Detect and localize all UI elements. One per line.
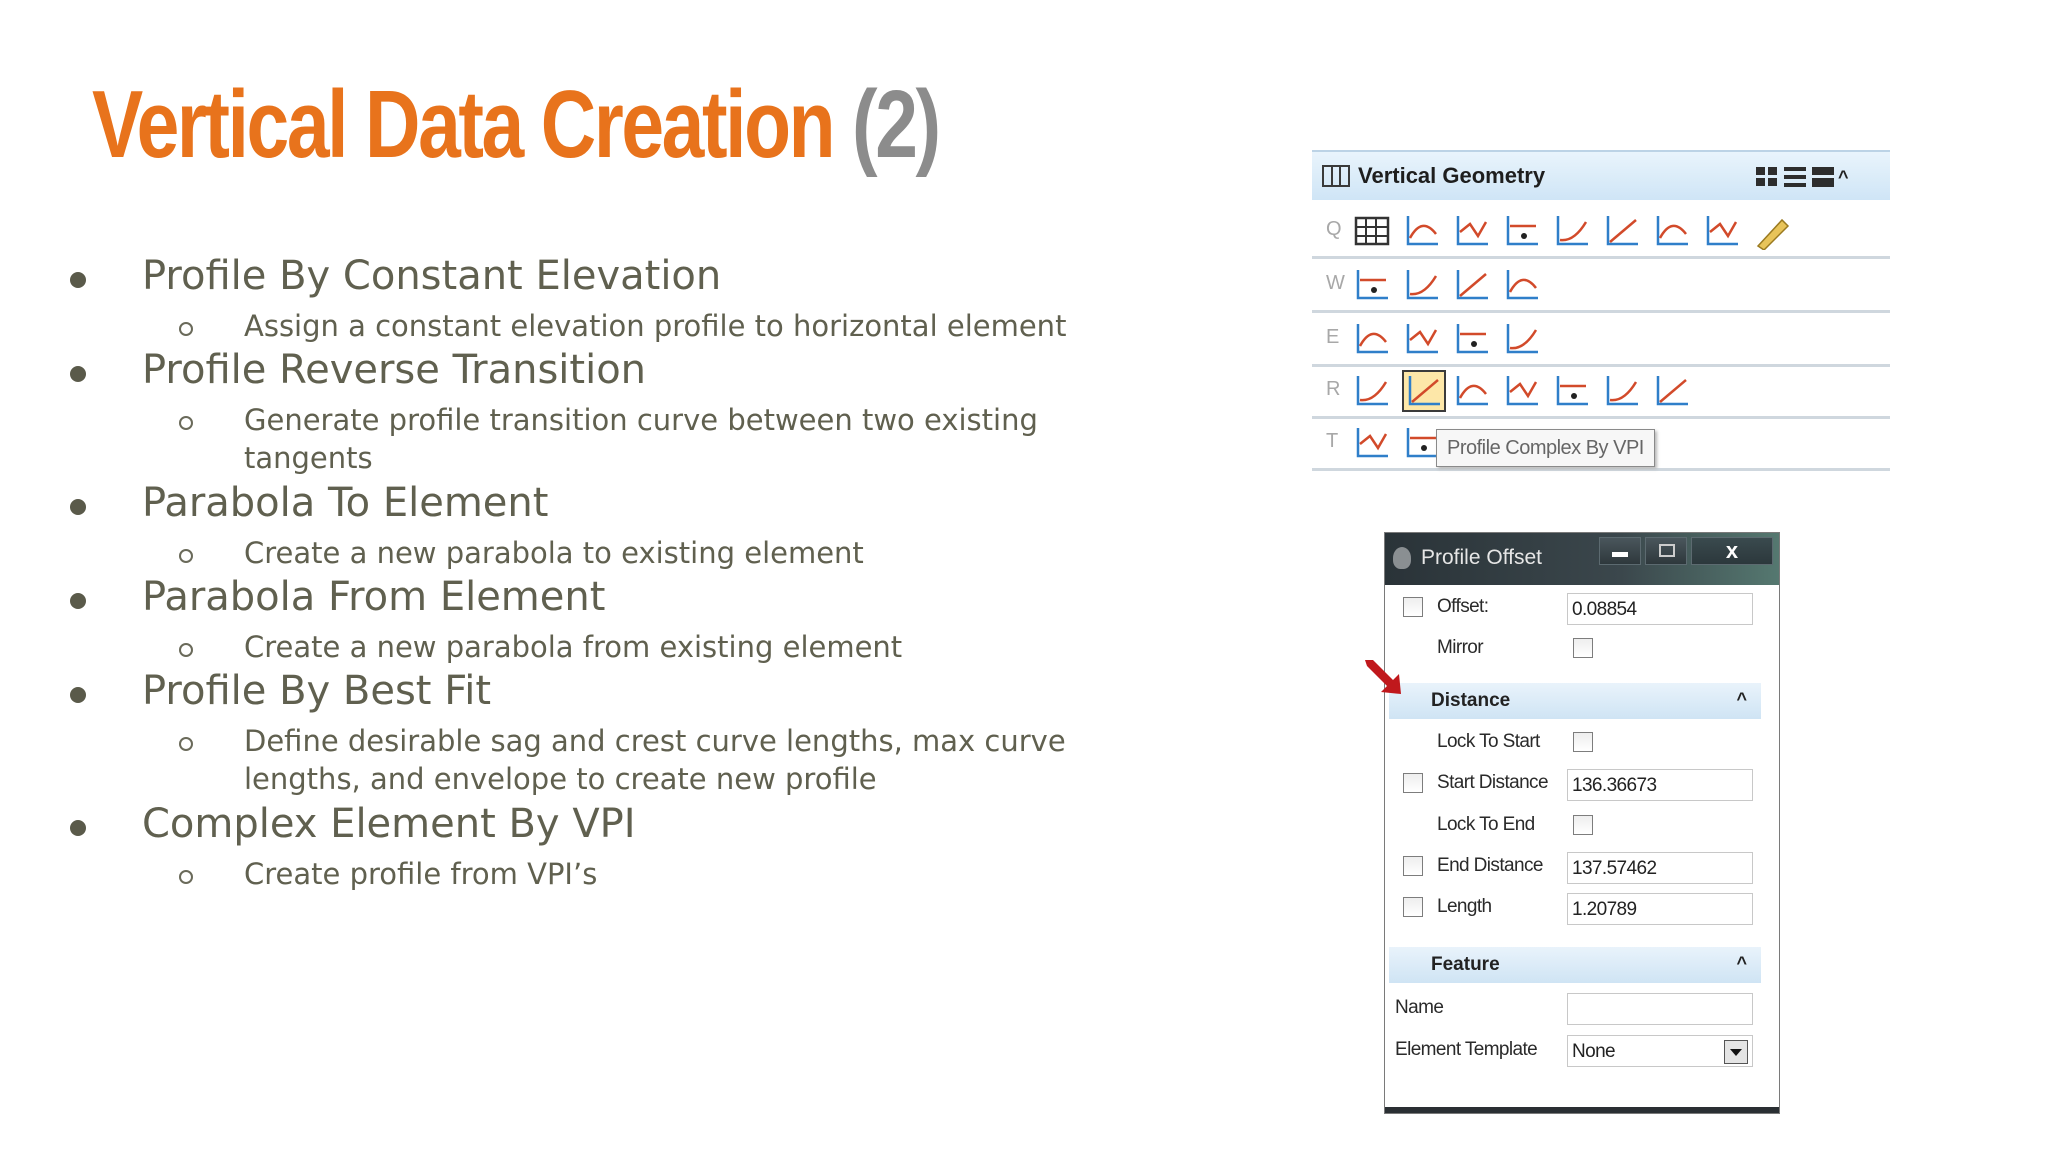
- start-distance-checkbox[interactable]: [1403, 773, 1423, 793]
- end-distance-checkbox[interactable]: [1403, 856, 1423, 876]
- element-template-select[interactable]: [1567, 1035, 1753, 1067]
- offset-field[interactable]: 0.08854: [1567, 593, 1753, 625]
- profile-from-element-icon[interactable]: [1402, 212, 1442, 250]
- toolbar-row: [1312, 312, 1890, 367]
- sub-bullet-item-cont: lengths, and envelope to create new profile: [244, 762, 877, 796]
- distance-section-header[interactable]: [1389, 683, 1761, 719]
- chevron-up-icon: ^: [1736, 689, 1747, 709]
- length-label: Length: [1437, 896, 1492, 917]
- grid-icon[interactable]: [1352, 212, 1392, 250]
- grid-view-icon[interactable]: [1756, 167, 1778, 187]
- reverse-transition-icon[interactable]: [1502, 372, 1542, 410]
- sub-bullet-ring: [179, 870, 193, 884]
- element-template-value: None: [1572, 1041, 1616, 1062]
- close-button[interactable]: x: [1691, 537, 1773, 565]
- parabola-to-element-icon[interactable]: [1402, 320, 1442, 358]
- tooltip: Profile Complex By VPI: [1436, 429, 1655, 467]
- sub-bullet-ring: [179, 322, 193, 336]
- feature-section-label: Feature: [1431, 954, 1500, 975]
- line-icon[interactable]: [1352, 266, 1392, 304]
- parabola-from-element-icon[interactable]: [1452, 320, 1492, 358]
- dialog-title: Profile Offset: [1421, 546, 1542, 569]
- profile-complex-vpi-icon[interactable]: [1402, 370, 1446, 412]
- pencil-icon[interactable]: [1752, 212, 1792, 250]
- collapse-icon[interactable]: ^: [1838, 167, 1849, 187]
- line-between-icon[interactable]: [1502, 266, 1542, 304]
- bullet-dot: [70, 366, 86, 382]
- end-distance-label: End Distance: [1437, 855, 1543, 876]
- feature-section-header[interactable]: [1389, 947, 1761, 983]
- element-template-label: Element Template: [1395, 1039, 1538, 1060]
- lock-to-start-label: Lock To Start: [1437, 731, 1540, 752]
- bullet-dot: [70, 499, 86, 515]
- app-logo-icon: [1393, 547, 1411, 569]
- bullet-dot: [70, 820, 86, 836]
- quick-profile-icon[interactable]: [1352, 424, 1392, 462]
- toolbar-row: [1312, 204, 1890, 259]
- toolbar-row-key: R: [1326, 378, 1341, 400]
- toolbar-row-key: W: [1326, 272, 1345, 294]
- start-distance-label: Start Distance: [1437, 772, 1548, 793]
- sub-bullet-ring: [179, 643, 193, 657]
- dialog-bottom-border: [1385, 1107, 1779, 1113]
- best-fit-icon[interactable]: [1452, 372, 1492, 410]
- minimize-icon: [1612, 552, 1628, 557]
- table-icon: [1322, 165, 1350, 187]
- line-from-element-icon[interactable]: [1452, 266, 1492, 304]
- sub-bullet-ring: [179, 549, 193, 563]
- profile-line-icon[interactable]: [1652, 212, 1692, 250]
- mirror-checkbox[interactable]: [1573, 638, 1593, 658]
- length-field[interactable]: 1.20789: [1567, 893, 1753, 925]
- maximize-icon: [1659, 544, 1675, 557]
- toolbar-row: [1312, 364, 1890, 419]
- vertical-geometry-toolbar: [1312, 148, 1890, 482]
- line-to-element-icon[interactable]: [1402, 266, 1442, 304]
- list-view-icon[interactable]: [1784, 167, 1806, 187]
- bullet-item: Profile By Best Fit: [142, 668, 492, 714]
- bullet-item: Profile Reverse Transition: [142, 347, 647, 393]
- sub-bullet-ring: [179, 737, 193, 751]
- bullet-dot: [70, 593, 86, 609]
- parabola-between-icon[interactable]: [1502, 320, 1542, 358]
- bullet-item: Complex Element By VPI: [142, 801, 636, 847]
- minimize-button[interactable]: [1599, 537, 1641, 565]
- toolbar-header: [1312, 150, 1890, 200]
- toolbar-row: [1312, 258, 1890, 313]
- chevron-up-icon: ^: [1736, 953, 1747, 973]
- toolbar-row-key: Q: [1326, 218, 1342, 240]
- name-field[interactable]: [1567, 993, 1753, 1025]
- mirror-label: Mirror: [1437, 637, 1483, 658]
- maximize-button[interactable]: [1645, 537, 1687, 565]
- slide-title-main: Vertical Data Creation: [92, 71, 834, 178]
- profile-constant-icon[interactable]: [1452, 212, 1492, 250]
- parabola-icon[interactable]: [1352, 320, 1392, 358]
- name-label: Name: [1395, 997, 1444, 1018]
- sub-bullet-item-cont: tangents: [244, 441, 373, 475]
- sub-bullet-item: Create profile from VPI’s: [244, 857, 598, 891]
- end-distance-field[interactable]: 137.57462: [1567, 852, 1753, 884]
- lock-to-start-checkbox[interactable]: [1573, 732, 1593, 752]
- sub-bullet-ring: [179, 416, 193, 430]
- dropdown-arrow-icon[interactable]: [1724, 1040, 1748, 1064]
- profile-complex-icon[interactable]: [1702, 212, 1742, 250]
- toolbar-row-key: E: [1326, 326, 1340, 348]
- offset-checkbox[interactable]: [1403, 597, 1423, 617]
- toolbar-title: Vertical Geometry: [1358, 163, 1546, 188]
- length-checkbox[interactable]: [1403, 897, 1423, 917]
- elevation-icon[interactable]: [1652, 372, 1692, 410]
- slide-title-number: (2): [852, 71, 939, 178]
- profile-offset-icon[interactable]: [1602, 212, 1642, 250]
- profile-point-icon[interactable]: [1502, 212, 1542, 250]
- bullet-dot: [70, 687, 86, 703]
- toolbar-row-key: T: [1326, 430, 1339, 452]
- profile-intersect-icon[interactable]: [1552, 212, 1592, 250]
- bullet-item: Parabola To Element: [142, 480, 549, 526]
- distance-section-label: Distance: [1431, 690, 1511, 711]
- dialog-titlebar: [1385, 533, 1779, 585]
- sub-bullet-item: Generate profile transition curve between two existing: [244, 403, 1038, 437]
- panel-view-icon[interactable]: [1812, 167, 1834, 187]
- bullet-item: Profile By Constant Elevation: [142, 253, 722, 299]
- profile-offset-dialog: [1384, 532, 1780, 1114]
- sag-curve-icon[interactable]: [1602, 372, 1642, 410]
- red-arrow-icon: [1363, 658, 1407, 698]
- bullet-dot: [70, 272, 86, 288]
- lock-to-end-label: Lock To End: [1437, 814, 1535, 835]
- sub-bullet-item: Create a new parabola from existing element: [244, 630, 903, 664]
- offset-label: Offset:: [1437, 596, 1489, 617]
- complex-curve-icon[interactable]: [1352, 372, 1392, 410]
- sub-bullet-item: Create a new parabola to existing element: [244, 536, 864, 570]
- sub-bullet-item: Assign a constant elevation profile to horizontal element: [244, 309, 1067, 343]
- sub-bullet-item: Define desirable sag and crest curve lengths, max curve: [244, 724, 1066, 758]
- bullet-item: Parabola From Element: [142, 574, 606, 620]
- lock-to-end-checkbox[interactable]: [1573, 815, 1593, 835]
- dialog-body: [1389, 587, 1761, 1107]
- start-distance-field[interactable]: 136.36673: [1567, 769, 1753, 801]
- transition-icon[interactable]: [1552, 372, 1592, 410]
